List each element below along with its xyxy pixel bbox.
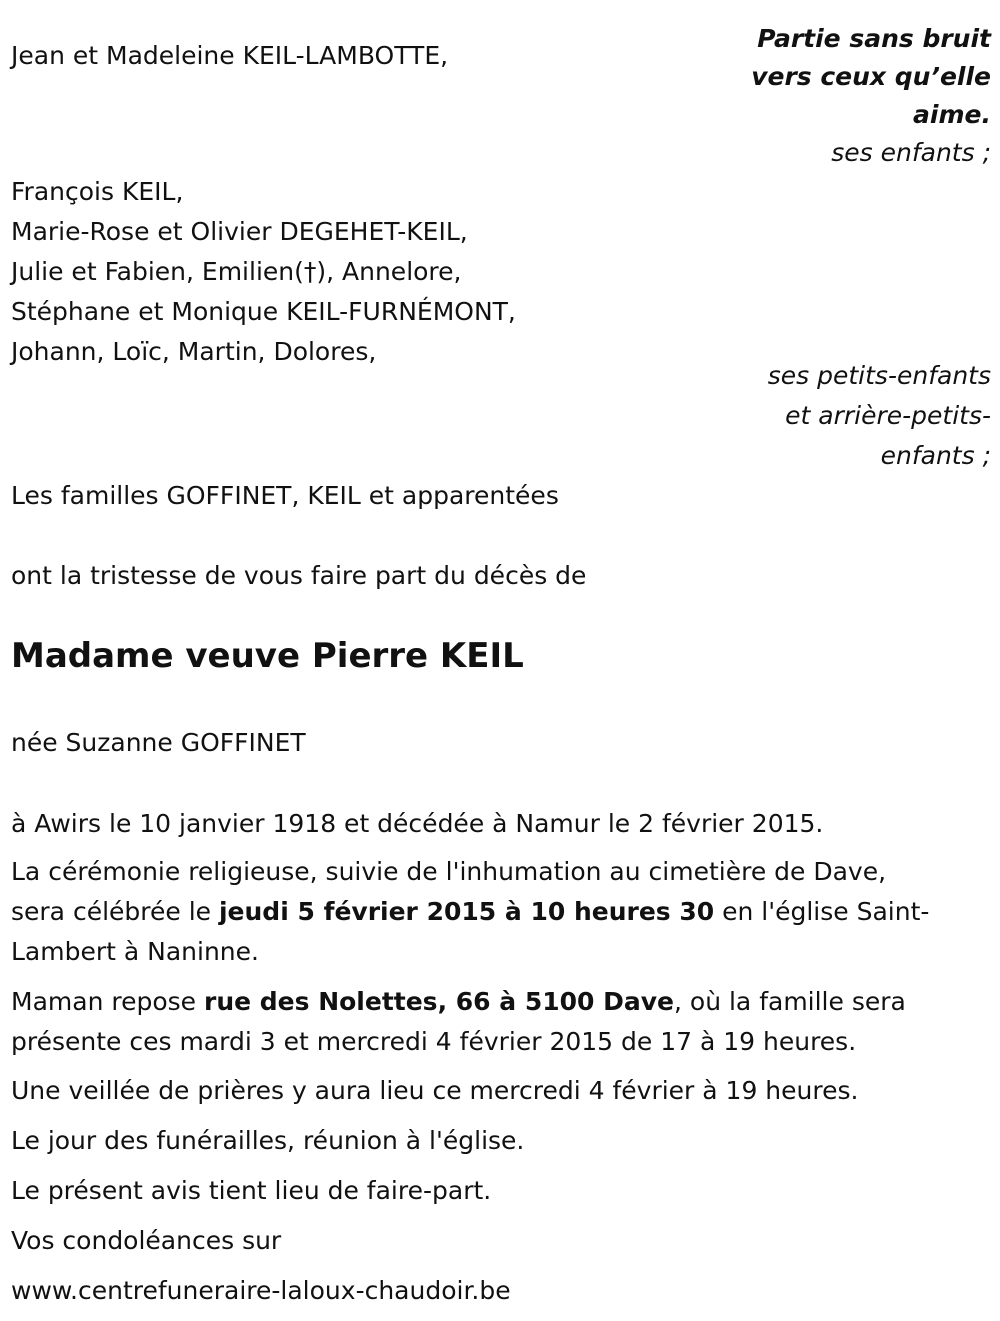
grandchildren-line-1: François KEIL, bbox=[11, 177, 184, 206]
ceremony-pre: La cérémonie religieuse, suivie de l'inhumation au cimetière de Dave, sera célébrée le bbox=[11, 857, 887, 926]
website-link[interactable]: www.centrefuneraire-laloux-chaudoir.be bbox=[11, 1276, 511, 1305]
grandchildren-line-5: Johann, Loïc, Martin, Dolores, bbox=[11, 337, 377, 366]
ceremony-post: en l'église Saint-Lambert à Naninne. bbox=[11, 897, 930, 966]
petits-enfants-label-1: ses petits-enfants bbox=[767, 361, 991, 390]
condolences-line: Vos condoléances sur bbox=[11, 1226, 282, 1255]
notice-line: Le présent avis tient lieu de faire-part. bbox=[11, 1176, 492, 1205]
repose-post: , où la famille sera présente ces mardi 3 et mercredi 4 février 2015 de 17 à 19 heures. bbox=[11, 987, 906, 1056]
ceremony-date: jeudi 5 février 2015 à 10 heures 30 bbox=[218, 897, 715, 926]
announcement-line: ont la tristesse de vous faire part du décès de bbox=[11, 561, 587, 590]
birth-name: née Suzanne GOFFINET bbox=[11, 728, 306, 757]
petits-enfants-label-3: enfants ; bbox=[880, 441, 991, 470]
repose-pre: Maman repose bbox=[11, 987, 204, 1016]
quote-line-1: Partie sans bruit bbox=[757, 24, 991, 53]
families-line: Les familles GOFFINET, KEIL et apparentées bbox=[11, 481, 559, 510]
parents-line: Jean et Madeleine KEIL-LAMBOTTE, bbox=[11, 41, 449, 70]
repose-paragraph bbox=[11, 982, 941, 1062]
repose-address: rue des Nolettes, 66 à 5100 Dave bbox=[203, 987, 674, 1016]
grandchildren-line-4: Stéphane et Monique KEIL-FURNÉMONT, bbox=[11, 297, 516, 326]
quote-line-3: aime. bbox=[913, 100, 991, 129]
petits-enfants-label-2: et arrière-petits- bbox=[785, 401, 991, 430]
grandchildren-line-3: Julie et Fabien, Emilien(†), Annelore, bbox=[11, 257, 462, 286]
vigil-line: Une veillée de prières y aura lieu ce mercredi 4 février à 19 heures. bbox=[11, 1076, 859, 1105]
ceremony-paragraph bbox=[11, 852, 941, 972]
meeting-line: Le jour des funérailles, réunion à l'église. bbox=[11, 1126, 525, 1155]
grandchildren-line-2: Marie-Rose et Olivier DEGEHET-KEIL, bbox=[11, 217, 468, 246]
enfants-label: ses enfants ; bbox=[831, 138, 991, 167]
dates-line: à Awirs le 10 janvier 1918 et décédée à Namur le 2 février 2015. bbox=[11, 809, 824, 838]
deceased-name: Madame veuve Pierre KEIL bbox=[11, 636, 524, 676]
quote-line-2: vers ceux qu’elle bbox=[751, 62, 991, 91]
